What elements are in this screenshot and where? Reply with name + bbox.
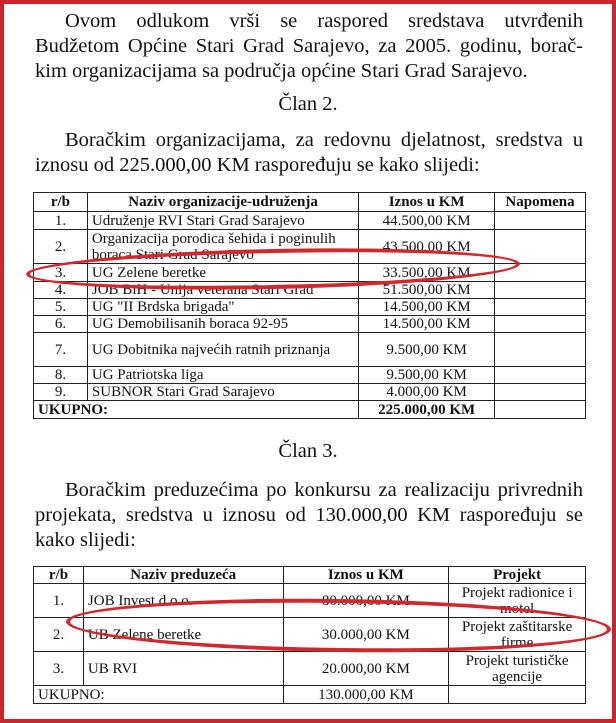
row-note <box>495 333 586 367</box>
row-amount: 4.000,00 KM <box>359 384 495 401</box>
intro-line-2: Budžetom Općine Stari Grad Sarajevo, za 2005. godinu, borač- <box>35 35 583 57</box>
row-amount: 14.500,00 KM <box>359 299 495 316</box>
header-amount: Iznos u KM <box>359 193 495 212</box>
row-amount: 9.500,00 KM <box>359 333 495 367</box>
row-amount: 9.500,00 KM <box>359 367 495 384</box>
row-rb: 6. <box>34 316 88 333</box>
total-label: UKUPNO: <box>34 686 284 704</box>
row-amount: 14.500,00 KM <box>359 316 495 333</box>
row-amount: 33.500,00 KM <box>359 264 495 282</box>
table-row <box>34 652 586 686</box>
row-rb: 3. <box>34 264 88 282</box>
row-name: JOB Invest d.o.o. <box>83 584 283 618</box>
intro-line-3: kim organizacijama sa područja općine Stari Grad Sarajevo. <box>35 60 528 82</box>
table-row <box>34 316 586 333</box>
row-rb: 2. <box>34 618 84 652</box>
row-rb: 4. <box>34 282 88 299</box>
row-name: UG Dobitnika najvećih ratnih priznanja <box>87 333 358 367</box>
clan-2-heading: Član 2. <box>278 93 338 115</box>
table-row <box>34 299 586 316</box>
header-project: Projekt <box>449 567 586 584</box>
row-note <box>495 316 586 333</box>
row-note <box>495 282 586 299</box>
row-amount: 43.500,00 KM <box>359 230 495 264</box>
total-row <box>34 401 586 419</box>
row-note <box>495 367 586 384</box>
row-name: UG "II Brdska brigada" <box>87 299 358 316</box>
row-project: Projekt zaštitarske firme <box>449 618 586 652</box>
table-row <box>34 367 586 384</box>
row-rb: 3. <box>34 652 84 686</box>
organizations-table <box>33 192 586 419</box>
row-rb: 5. <box>34 299 88 316</box>
row-name: JOB BiH - Unija veterana Stari Grad <box>87 282 358 299</box>
row-name: UB RVI <box>83 652 283 686</box>
row-amount: 20.000,00 KM <box>283 652 449 686</box>
header-rb: r/b <box>34 567 84 584</box>
row-name: UG Zelene beretke <box>87 264 358 282</box>
header-amount: Iznos u KM <box>283 567 449 584</box>
row-rb: 1. <box>34 584 84 618</box>
para3-line-1: Boračkim preduzećima po konkursu za realizaciju privrednih <box>65 479 583 501</box>
header-name: Naziv organizacije-udruženja <box>87 193 358 212</box>
header-rb: r/b <box>34 193 88 212</box>
clan-3-heading: Član 3. <box>278 440 338 462</box>
table-header-row <box>34 193 586 212</box>
row-amount: 30.000,00 KM <box>283 618 449 652</box>
row-note <box>495 299 586 316</box>
row-note <box>495 212 586 230</box>
para3-line-2: projekata, sredstva u iznosu od 130.000,00 KM raspoređuju se <box>35 504 583 526</box>
total-amount: 225.000,00 KM <box>359 401 495 419</box>
row-rb: 7. <box>34 333 88 367</box>
row-note <box>495 384 586 401</box>
table-row <box>34 384 586 401</box>
row-amount: 44.500,00 KM <box>359 212 495 230</box>
row-rb: 2. <box>34 230 88 264</box>
row-project: Projekt radionice i motel <box>449 584 586 618</box>
row-name: UG Demobilisanih boraca 92-95 <box>87 316 358 333</box>
para2-line-1: Boračkim organizacijama, za redovnu djelatnost, sredstva u <box>65 129 583 151</box>
row-name: UG Patriotska liga <box>87 367 358 384</box>
total-note <box>495 401 586 419</box>
row-rb: 8. <box>34 367 88 384</box>
row-name: UB Zelene beretke <box>83 618 283 652</box>
total-project <box>449 686 586 704</box>
row-name: Udruženje RVI Stari Grad Sarajevo <box>87 212 358 230</box>
row-name: SUBNOR Stari Grad Sarajevo <box>87 384 358 401</box>
table-header-row <box>34 567 586 584</box>
row-amount: 80.000,00 KM <box>283 584 449 618</box>
row-project: Projekt turističke agencije <box>449 652 586 686</box>
row-rb: 1. <box>34 212 88 230</box>
para2-line-2: iznosu od 225.000,00 KM raspoređuju se kako slijedi: <box>35 154 480 176</box>
table-row <box>34 212 586 230</box>
row-rb: 9. <box>34 384 88 401</box>
total-label: UKUPNO: <box>34 401 359 419</box>
row-name: Organizacija porodica šehida i poginulih boraca Stari Grad Sarajevo <box>87 230 358 264</box>
header-name: Naziv preduzeća <box>83 567 283 584</box>
intro-line-1: Ovom odlukom vrši se raspored sredstava utvrđenih <box>65 10 583 32</box>
para3-line-3: kako slijedi: <box>35 529 136 551</box>
row-amount: 51.500,00 KM <box>359 282 495 299</box>
total-row <box>34 686 586 704</box>
table-row <box>34 333 586 367</box>
total-amount: 130.000,00 KM <box>283 686 449 704</box>
header-note: Napomena <box>495 193 586 212</box>
